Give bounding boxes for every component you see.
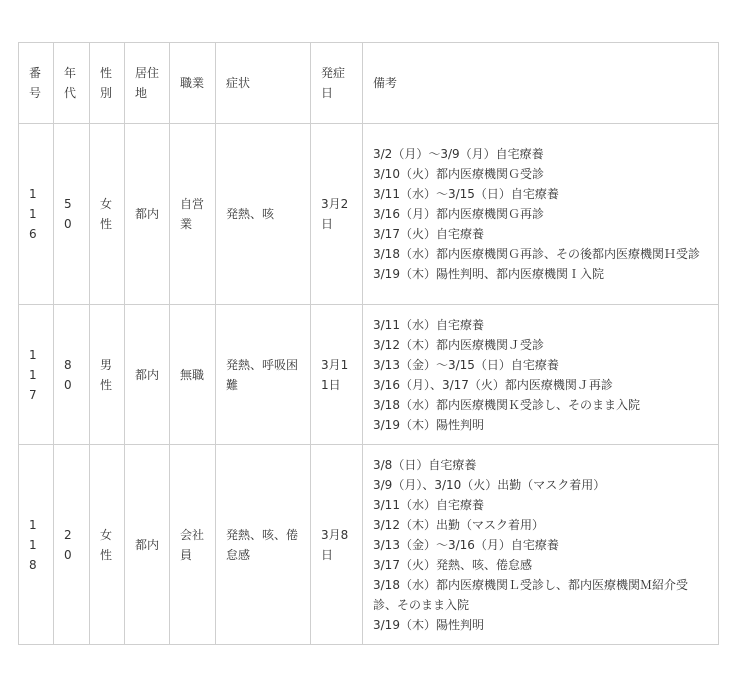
remark-line: 3/19（木）陽性判明、都内医療機関Ｉ入院 [373,267,604,281]
remark-line: 3/11（水）～3/15（日）自宅療養 [373,187,559,201]
remark-line: 3/18（水）都内医療機関Ｇ再診、その後都内医療機関Ｈ受診 [373,247,700,261]
remark-line: 3/12（木）出勤（マスク着用） [373,517,544,532]
case-occupation: 自営業 [170,124,216,305]
header-number: 番号 [19,43,54,124]
remark-line: 3/11（水）自宅療養 [373,317,484,332]
case-residence: 都内 [125,124,170,305]
remark-line: 3/19（木）陽性判明 [373,617,484,632]
case-onset: 3月11日 [311,305,363,445]
case-table-container [18,42,718,645]
remark-line: 3/16（月）都内医療機関Ｇ再診 [373,207,544,221]
header-symptoms: 症状 [216,43,311,124]
case-symptoms: 発熱、呼吸困難 [216,305,311,445]
case-number: 116 [19,124,54,305]
case-number: 118 [19,445,54,645]
header-sex: 性別 [90,43,125,124]
case-number: 117 [19,305,54,445]
remark-line: 3/17（火）発熱、咳、倦怠感 [373,557,532,572]
remark-line: 3/8（日）自宅療養 [373,457,477,472]
case-sex: 女性 [90,445,125,645]
case-sex: 男性 [90,305,125,445]
header-residence: 居住地 [125,43,170,124]
remark-line: 3/13（金）～3/16（月）自宅療養 [373,537,559,552]
remark-line: 3/18（水）都内医療機関Ｌ受診し、都内医療機関Ｍ紹介受診、そのまま入院 [373,577,688,612]
case-age: 20 [54,445,90,645]
case-symptoms: 発熱、咳 [216,124,311,305]
table-row [19,124,719,305]
header-onset: 発症日 [311,43,363,124]
case-remarks [363,445,719,645]
case-onset: 3月2日 [311,124,363,305]
case-onset: 3月8日 [311,445,363,645]
remark-line: 3/19（木）陽性判明 [373,417,484,432]
case-table [18,42,719,645]
remark-line: 3/10（火）都内医療機関Ｇ受診 [373,167,544,181]
case-occupation: 会社員 [170,445,216,645]
remark-line: 3/13（金）～3/15（日）自宅療養 [373,357,559,372]
remark-line: 3/16（月）、3/17（火）都内医療機関Ｊ再診 [373,377,613,392]
case-residence: 都内 [125,445,170,645]
case-occupation: 無職 [170,305,216,445]
remark-line: 3/9（月）、3/10（火）出勤（マスク着用） [373,477,606,492]
remark-line: 3/2（月）～3/9（月）自宅療養 [373,147,544,161]
case-sex: 女性 [90,124,125,305]
case-age: 50 [54,124,90,305]
table-header-row [19,43,719,124]
table-row [19,445,719,645]
remark-line: 3/11（水）自宅療養 [373,497,484,512]
remark-line: 3/12（木）都内医療機関Ｊ受診 [373,337,544,352]
header-remarks: 備考 [363,43,719,124]
case-remarks [363,124,719,305]
case-residence: 都内 [125,305,170,445]
table-row [19,305,719,445]
case-age: 80 [54,305,90,445]
header-age: 年代 [54,43,90,124]
remark-line: 3/17（火）自宅療養 [373,227,484,241]
remark-line: 3/18（水）都内医療機関Ｋ受診し、そのまま入院 [373,397,640,412]
case-remarks [363,305,719,445]
header-occupation: 職業 [170,43,216,124]
case-symptoms: 発熱、咳、倦怠感 [216,445,311,645]
